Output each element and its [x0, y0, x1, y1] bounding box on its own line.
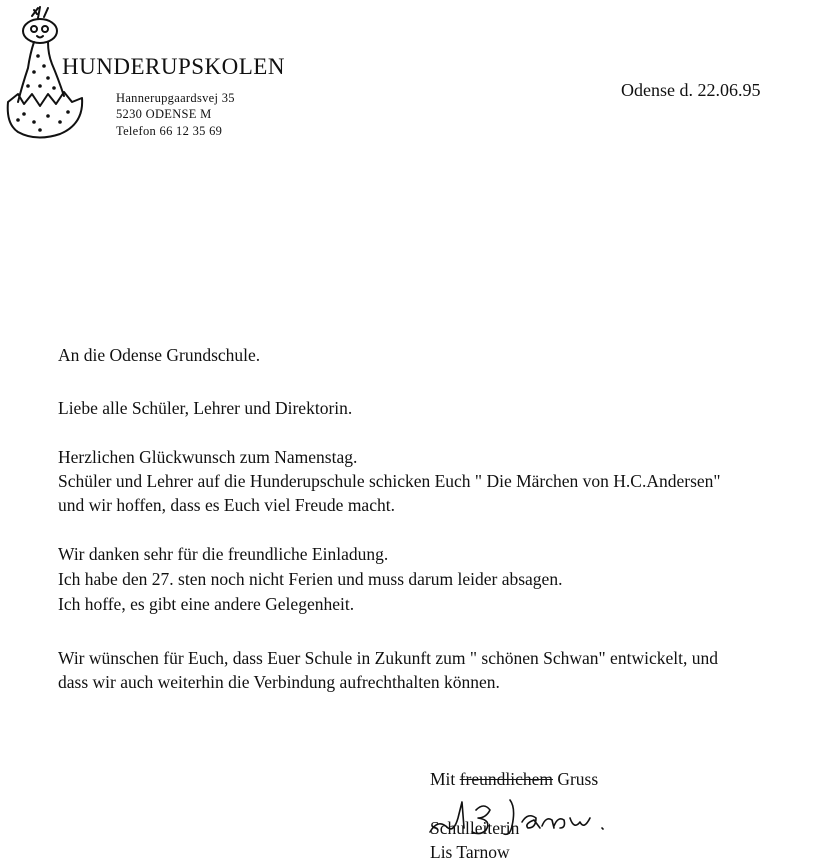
body-line: Ich hoffe, es gibt eine andere Gelegenheit.: [58, 594, 355, 614]
closing-line: [430, 769, 598, 790]
closing-struck-word: freundlichem: [459, 769, 553, 789]
closing-prefix: Mit: [430, 769, 460, 789]
recipient-line: An die Odense Grundschule.: [58, 345, 261, 365]
body-line: dass wir auch weiterhin die Verbindung aufrechthalten können.: [58, 672, 500, 692]
letter-date: Odense d. 22.06.95: [621, 80, 761, 100]
closing-suffix: Gruss: [552, 769, 599, 789]
address-city: 5230 ODENSE M: [116, 107, 212, 121]
signer-role: Schulleiterin: [430, 818, 520, 838]
body-line: Wir danken sehr für die freundliche Einladung.: [58, 544, 389, 564]
body-line: Schüler und Lehrer auf die Hunderupschule schicken Euch " Die Märchen von H.C.Andersen": [58, 471, 721, 491]
school-name: HUNDERUPSKOLEN: [62, 54, 285, 79]
address-street: Hannerupgaardsvej 35: [116, 91, 235, 105]
body-line: Wir wünschen für Euch, dass Euer Schule in Zukunft zum " schönen Schwan" entwickelt, und: [58, 648, 718, 668]
body-line: und wir hoffen, dass es Euch viel Freude macht.: [58, 495, 395, 515]
phone-number: Telefon 66 12 35 69: [116, 124, 223, 138]
signer-name: Lis Tarnow: [430, 842, 510, 862]
greeting-line: Liebe alle Schüler, Lehrer und Direktorin.: [58, 398, 353, 418]
body-line: Ich habe den 27. sten noch nicht Ferien und muss darum leider absagen.: [58, 569, 563, 589]
body-line: Herzlichen Glückwunsch zum Namenstag.: [58, 447, 358, 467]
